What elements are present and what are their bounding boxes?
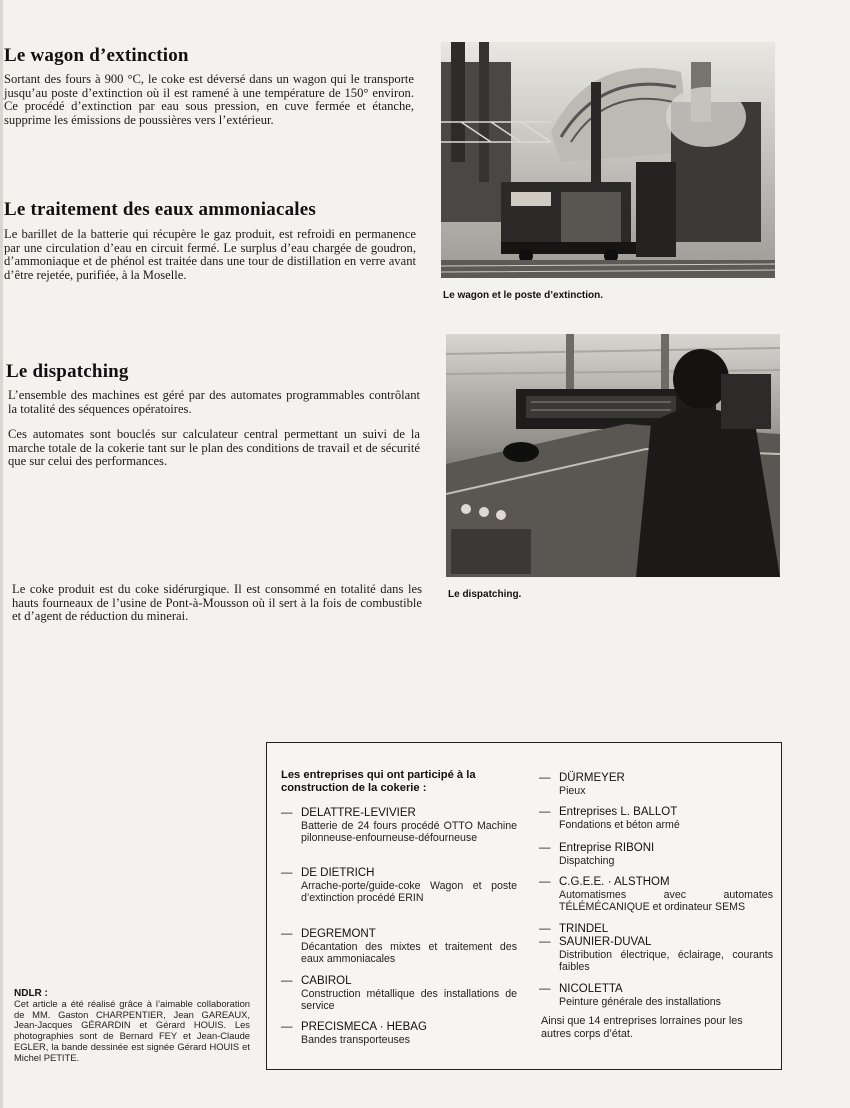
contractor-name: Entreprise RIBONI <box>559 842 655 854</box>
section-title-dispatching: Le dispatching <box>6 361 129 382</box>
contractor-entry <box>281 1021 517 1051</box>
entry-dash: — <box>281 807 293 819</box>
photo-wagon-extinction <box>441 42 775 278</box>
contractor-desc: Distribution électrique, éclairage, courants faibles <box>559 949 773 973</box>
entry-dash: — <box>539 936 551 948</box>
contractor-entry <box>539 983 773 1011</box>
coke-paragraph: Le coke produit est du coke sidérurgique. Il est consommé en totalité dans les hauts fourneaux de l’usine de Pont-à-Mousson où il sert à la fois de combustible et d’agent de réduction du minerai. <box>12 582 422 624</box>
section-title-eaux: Le traitement des eaux ammoniacales <box>4 199 316 220</box>
contractor-desc: Décantation des mixtes et traitement des eaux ammoniacales <box>301 941 517 965</box>
ndlr-text: Cet article a été réalisé grâce à l’aimable collaboration de MM. Gaston CHARPENTIER, Jean GAREAUX, Jean-Jacques GÉRARDIN et Gérard HOUIS. Les photographies sont de Bernard FEY et Jean-Claude EGLER, la bande dessinée est signée Gérard HOUIS et Michel PETITE. <box>14 998 250 1063</box>
entry-dash: — <box>281 1021 293 1033</box>
contractor-name: SAUNIER-DUVAL <box>559 936 652 948</box>
entry-dash: — <box>539 806 551 818</box>
page-binding-edge <box>0 0 3 1108</box>
contractor-desc: Batterie de 24 fours procédé OTTO Machine pilonneuse-enfourneuse-défourneuse <box>301 820 517 844</box>
caption-dispatching: Le dispatching. <box>448 589 522 600</box>
contractors-box <box>266 742 782 1070</box>
contractor-entry <box>539 936 773 976</box>
contractor-name: DEGREMONT <box>301 928 376 940</box>
entry-dash: — <box>281 928 293 940</box>
ndlr-title: NDLR : <box>14 988 48 999</box>
caption-wagon-extinction: Le wagon et le poste d’extinction. <box>443 290 604 301</box>
contractor-entry <box>281 928 517 968</box>
photo-dispatching-image <box>446 334 780 577</box>
entry-dash: — <box>539 923 551 935</box>
contractor-entry <box>281 975 517 1015</box>
contractor-desc: Construction métallique des installations de service <box>301 988 517 1012</box>
contractor-name: C.G.E.E. · ALSTHOM <box>559 876 670 888</box>
photo-dispatching <box>446 334 780 577</box>
contractor-entry <box>539 806 773 834</box>
contractor-entry <box>539 772 773 800</box>
section-title-wagon: Le wagon d’extinction <box>4 45 189 66</box>
photo-wagon-extinction-image <box>441 42 775 278</box>
contractor-name: DÜRMEYER <box>559 772 625 784</box>
entry-dash: — <box>281 867 293 879</box>
entry-dash: — <box>281 975 293 987</box>
contractor-name: DE DIETRICH <box>301 867 375 879</box>
contractors-intro: Les entreprises qui ont participé à la construction de la cokerie : <box>281 769 476 794</box>
section-text-dispatching-2: Ces automates sont bouclés sur calculateur central permettant un suivi de la marche totale de la cokerie tant sur le plan des conditions de travail et de sécurité que sur celui des performances. <box>8 427 420 469</box>
section-text-eaux: Le barillet de la batterie qui récupère le gaz produit, est refroidi en permanence par une circulation d’eau en circuit fermé. Le surplus d’eau chargée de goudron, d’ammoniaque et de phénol est traitée dans une tour de distillation en verre avant d’être rejetée, purifiée, à la Moselle. <box>4 227 416 282</box>
entry-dash: — <box>539 876 551 888</box>
contractor-entry <box>281 807 517 857</box>
contractor-name: TRINDEL <box>559 923 609 935</box>
contractor-desc: Peinture générale des installations <box>559 996 721 1008</box>
section-text-dispatching-1: L’ensemble des machines est géré par des automates programmables contrôlant la totalité des séquences opératoires. <box>8 388 420 416</box>
section-text-wagon: Sortant des fours à 900 °C, le coke est déversé dans un wagon qui le transporte jusqu’au poste d’extinction où il est ramené à une température de 150° environ. Ce procédé d’extinction par eau sous pression, en cuve fermée et étanche, supprime les émissions de poussières vers l’extérieur. <box>4 72 414 127</box>
contractors-closing: Ainsi que 14 entreprises lorraines pour les autres corps d’état. <box>541 1015 743 1040</box>
entry-dash: — <box>539 983 551 995</box>
contractor-entry <box>539 923 773 937</box>
contractor-desc: Pieux <box>559 785 586 797</box>
contractor-name: CABIROL <box>301 975 352 987</box>
contractor-name: DELATTRE-LEVIVIER <box>301 807 416 819</box>
contractor-desc: Bandes transporteuses <box>301 1034 410 1046</box>
contractor-name: Entreprises L. BALLOT <box>559 806 678 818</box>
contractor-entry <box>539 842 773 870</box>
contractor-desc: Arrache-porte/guide-coke Wagon et poste d’extinction procédé ERIN <box>301 880 517 904</box>
contractor-entry <box>281 867 517 917</box>
contractor-desc: Dispatching <box>559 855 615 867</box>
contractor-desc: Automatismes avec automates TÉLÉMÉCANIQUE et ordinateur SEMS <box>559 889 773 913</box>
contractor-desc: Fondations et béton armé <box>559 819 680 831</box>
contractor-name: PRECISMECA · HEBAG <box>301 1021 427 1033</box>
entry-dash: — <box>539 842 551 854</box>
contractor-entry <box>539 876 773 918</box>
contractor-name: NICOLETTA <box>559 983 623 995</box>
entry-dash: — <box>539 772 551 784</box>
